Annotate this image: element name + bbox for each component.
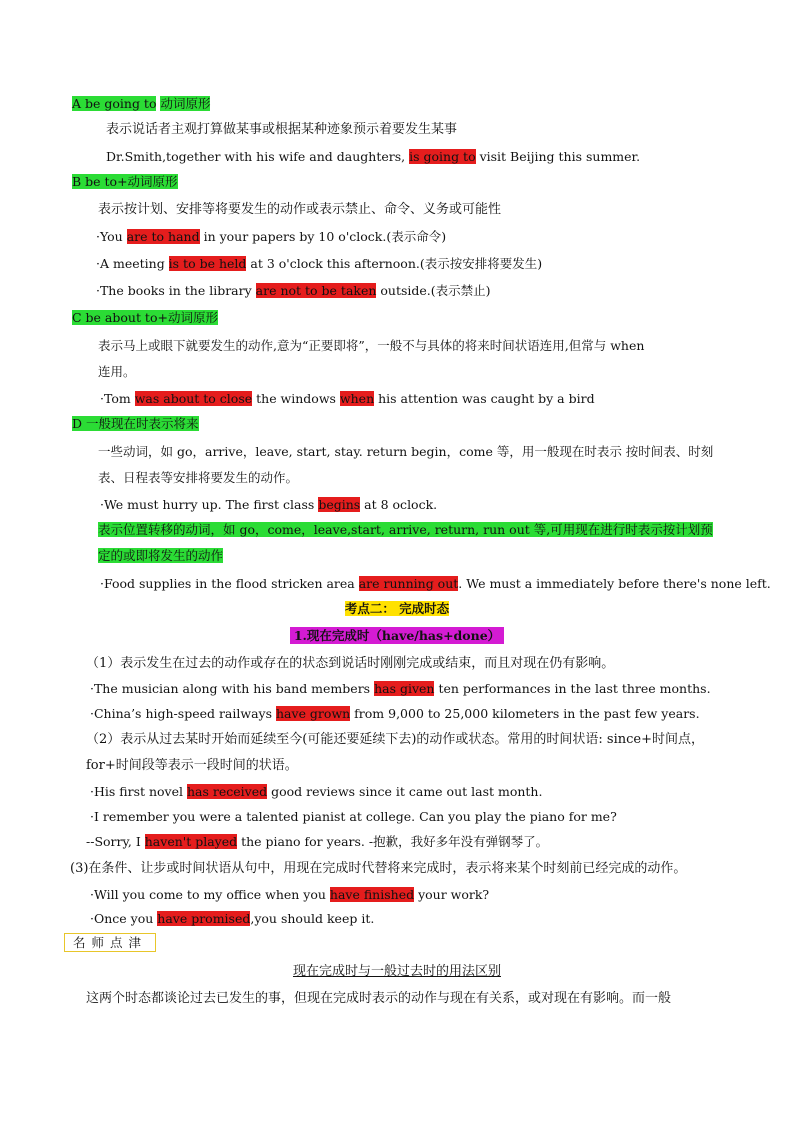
perfect-example-5: --Sorry, I haven't played the piano for years. -抱歉，我好多年没有弹钢琴了。 <box>86 834 549 849</box>
section-d-desc-2: 表、日程表等安排将要发生的动作。 <box>98 470 299 485</box>
section-c-heading: C be about to+动词原形 <box>72 310 218 325</box>
section-c-example: ·Tom was about to close the windows when his attention was caught by a bird <box>100 391 595 406</box>
section-d-note-2: 定的或即将发生的动作 <box>98 548 224 563</box>
perfect-example-4: ·I remember you were a talented pianist at college. Can you play the piano for me? <box>90 809 617 824</box>
section-b-heading: B be to+动词原形 <box>72 174 178 189</box>
section-c-desc-1: 表示马上或眼下就要发生的动作,意为“正要即将”，一般不与具体的将来时间状语连用,但常与 when <box>98 338 645 353</box>
kaodian-title: 考点二： 完成时态 <box>344 601 450 616</box>
section-d-heading: D 一般现在时表示将来 <box>72 416 199 431</box>
section-d-example-2: ·Food supplies in the flood stricken area are running out. We must a immediately before there's none left. <box>100 576 771 591</box>
teacher-note-label: 名师点津 <box>64 933 156 952</box>
section-d-desc-1: 一些动词，如 go，arrive，leave, start, stay. return begin，come 等，用一般现在时表示 按时间表、时刻 <box>98 444 714 459</box>
perfect-usage-3: (3)在条件、让步或时间状语从句中，用现在完成时代替将来完成时，表示将来某个时刻前已经完成的动作。 <box>70 861 687 876</box>
section-a-desc: 表示说话者主观打算做某事或根据某种迹象预示着要发生某事 <box>106 122 458 137</box>
perfect-usage-2a: （2）表示从过去某时开始而延续至今(可能还要延续下去)的动作或状态。常用的时间状语: since+时间点， <box>86 732 704 747</box>
section-c-desc-2: 连用。 <box>98 364 136 379</box>
perfect-example-2: ·China’s high-speed railways have grown from 9,000 to 25,000 kilometers in the past few years. <box>90 706 700 721</box>
section-b-example-2: ·A meeting is to be held at 3 o'clock this afternoon.(表示按安排将要发生) <box>96 256 543 271</box>
section-d-note-1: 表示位置转移的动词，如 go，come，leave,start, arrive, return, run out 等,可用现在进行时表示按计划预 <box>98 522 713 537</box>
section-d-example-1: ·We must hurry up. The first class begins at 8 oclock. <box>100 497 438 512</box>
section-b-desc: 表示按计划、安排等将要发生的动作或表示禁止、命令、义务或可能性 <box>98 202 502 217</box>
section-a-heading: A be going to 动词原形 <box>72 96 211 111</box>
perfect-example-3: ·His first novel has received good reviews since it came out last month. <box>90 784 543 799</box>
perfect-usage-2b: for+时间段等表示一段时间的状语。 <box>86 758 298 773</box>
section-a-example: Dr.Smith,together with his wife and daughters, is going to visit Beijing this summer. <box>106 149 641 164</box>
section-b-example-1: ·You are to hand in your papers by 10 o'clock.(表示命令) <box>96 229 447 244</box>
perfect-example-7: ·Once you have promised,you should keep it. <box>90 911 375 926</box>
perfect-example-1: ·The musician along with his band members has given ten performances in the last three months. <box>90 681 711 696</box>
section-b-example-3: ·The books in the library are not to be taken outside.(表示禁止) <box>96 283 491 298</box>
teacher-note-text: 这两个时态都谈论过去已发生的事，但现在完成时表示的动作与现在有关系，或对现在有影响。而一般 <box>86 991 672 1006</box>
kaodian-subtitle: 1.现在完成时（have/has+done） <box>0 627 794 645</box>
perfect-usage-1: （1）表示发生在过去的动作或存在的状态到说话时刚刚完成或结束，而且对现在仍有影响。 <box>86 656 615 671</box>
perfect-example-6: ·Will you come to my office when you have finished your work? <box>90 887 490 902</box>
teacher-note-title: 现在完成时与一般过去时的用法区别 <box>292 964 501 979</box>
